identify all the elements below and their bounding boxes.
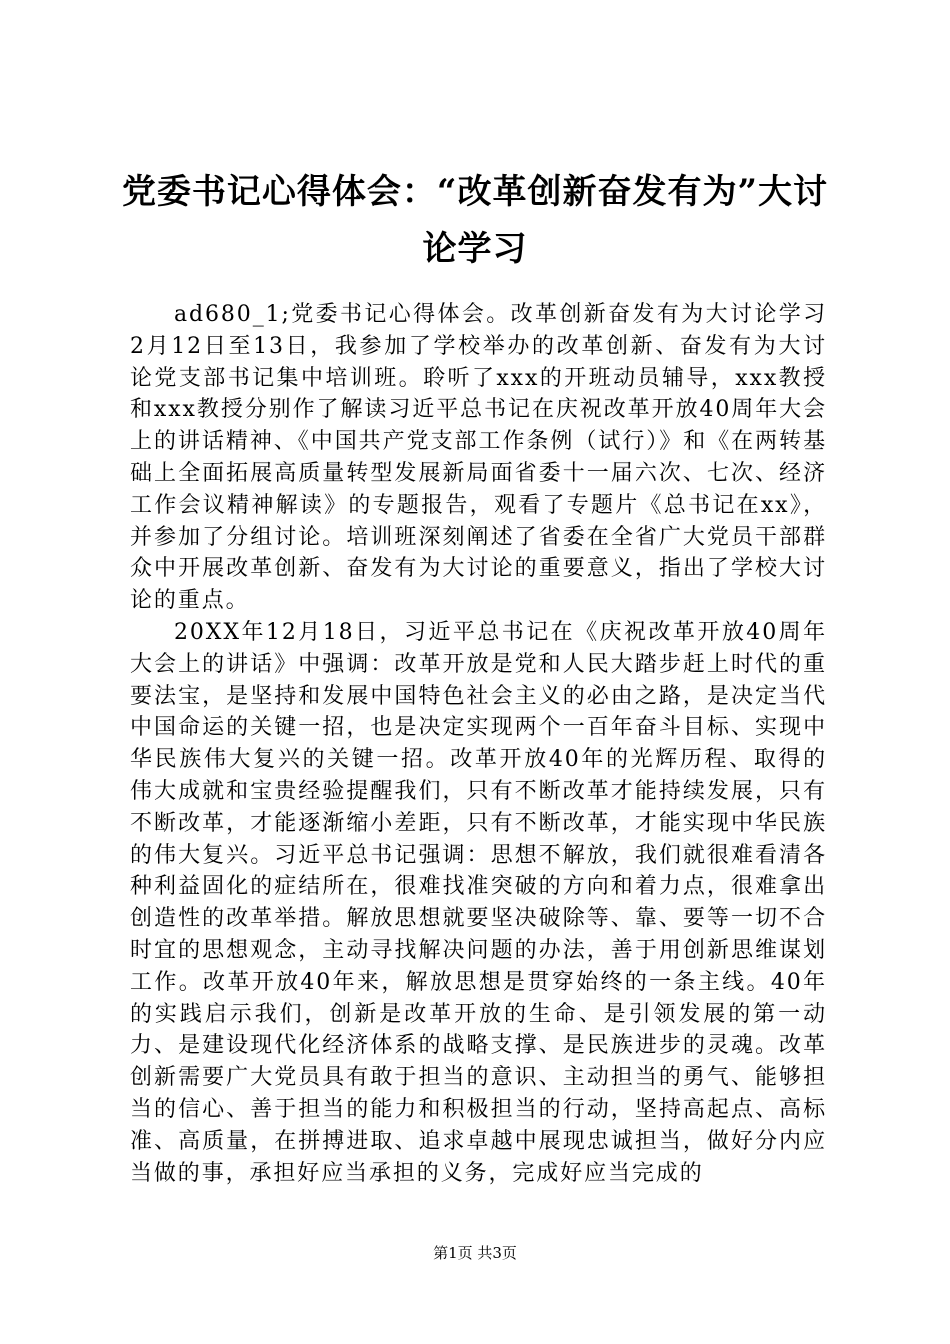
body-paragraph: ad680_1;党委书记心得体会。改革创新奋发有为大讨论学习2月12日至13日，我参加了学校举办的改革创新、奋发有为大讨论党支部书记集中培训班。聆听了xxx的开班动员辅导，xxx教授和xxx教授分别作了解读习近平总书记在庆祝改革开放40周年大会上的讲话精神、《中国共产党支部工作条例（试行）》和《在两转基础上全面拓展高质量转型发展新局面省委十一届六次、七次、经济工作会议精神解读》的专题报告，观看了专题片《总书记在xx》，并参加了分组讨论。培训班深刻阐述了省委在全省广大党员干部群众中开展改革创新、奋发有为大讨论的重要意义，指出了学校大讨论的重点。 [130,302,827,614]
page-title: 党委书记心得体会：“改革创新奋发有为”大讨论学习 [121,172,829,269]
page-number-footer: 第1页 共3页 [433,1244,517,1262]
body-paragraph: 20XX年12月18日，习近平总书记在《庆祝改革开放40周年大会上的讲话》中强调：改革开放是党和人民大踏步赶上时代的重要法宝，是坚持和发展中国特色社会主义的必由之路，是决定当代中国命运的关键一招，也是决定实现两个一百年奋斗目标、实现中华民族伟大复兴的关键一招。改革开放40年的光辉历程、取得的伟大成就和宝贵经验提醒我们，只有不断改革才能持续发展，只有不断改革，才能逐渐缩小差距，只有不断改革，才能实现中华民族的伟大复兴。习近平总书记强调：思想不解放，我们就很难看清各种利益固化的症结所在，很难找准突破的方向和着力点，很难拿出创造性的改革举措。解放思想就要坚决破除等、靠、要等一切不合时宜的思想观念，主动寻找解决问题的办法，善于用创新思维谋划工作。改革开放40年来，解放思想是贯穿始终的一条主线。40年的实践启示我们，创新是改革开放的生命、是引领发展的第一动力、是建设现代化经济体系的战略支撑、是民族进步的灵魂。改革创新需要广大党员具有敢于担当的意识、主动担当的勇气、能够担当的信心、善于担当的能力和积极担当的行动，坚持高起点、高标准、高质量，在拼搏进取、追求卓越中展现忠诚担当，做好分内应当做的事，承担好应当承担的义务，完成好应当完成的 [130,619,827,1186]
document-body [130,299,827,1189]
